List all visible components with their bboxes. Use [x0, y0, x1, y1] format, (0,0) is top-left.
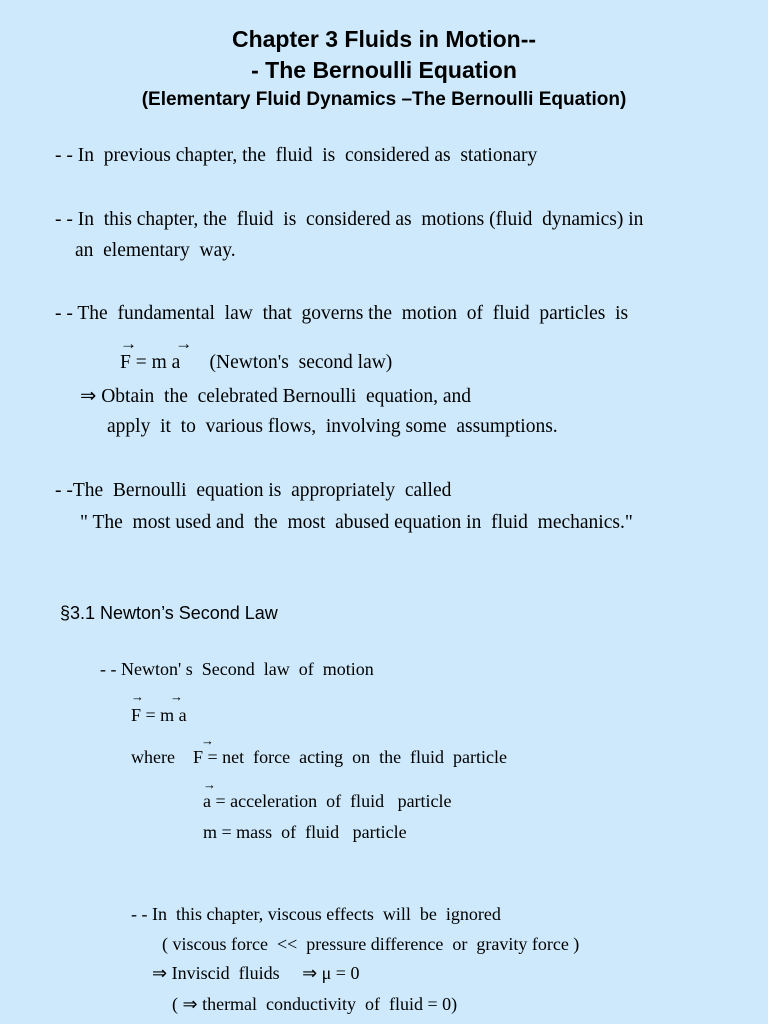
viscous-force-line: ( viscous force << pressure difference or gravity force )	[162, 934, 580, 954]
force-arrow: →	[201, 733, 214, 748]
intro-line-motion: - - In this chapter, the fluid is considered as motions (fluid dynamics) in	[55, 209, 644, 230]
thermal-conductivity-line: ( ⇒ thermal conductivity of fluid = 0)	[172, 994, 458, 1014]
intro-line-motion-cont: an elementary way.	[75, 240, 236, 261]
inviscid-fluids-line: ⇒ Inviscid fluids ⇒ μ = 0	[152, 963, 360, 983]
newton-equation-2: F = m a	[131, 705, 187, 725]
acceleration-definition: a = acceleration of fluid particle	[203, 791, 452, 811]
newton-law-line: - - Newton' s Second law of motion	[100, 659, 374, 679]
apply-flows-line: apply it to various flows, involving some assumptions.	[107, 416, 558, 437]
bernoulli-called-line: - -The Bernoulli equation is appropriately called	[55, 480, 452, 501]
force-definition: where F = net force acting on the fluid particle	[131, 747, 508, 767]
newton-equation: F = m a (Newton's second law)	[120, 352, 393, 373]
section-heading: §3.1 Newton’s Second Law	[60, 603, 278, 623]
obtain-bernoulli-line: ⇒ Obtain the celebrated Bernoulli equation, and	[80, 386, 472, 407]
page-title-line-2: - The Bernoulli Equation	[251, 57, 517, 83]
acceleration-arrow: →	[203, 777, 216, 792]
page-subtitle: (Elementary Fluid Dynamics –The Bernoulli Equation)	[141, 89, 627, 110]
mass-definition: m = mass of fluid particle	[203, 822, 407, 842]
viscous-ignored-line: - - In this chapter, viscous effects will be ignored	[131, 904, 501, 924]
intro-line-stationary: - - In previous chapter, the fluid is considered as stationary	[55, 145, 538, 166]
page-title-line-1: Chapter 3 Fluids in Motion--	[231, 26, 537, 52]
vector-arrows-2: → →	[131, 689, 183, 704]
bernoulli-quote-line: " The most used and the most abused equation in fluid mechanics."	[80, 512, 633, 533]
vector-arrows: → →	[120, 334, 193, 353]
intro-line-fundamental-law: - - The fundamental law that governs the motion of fluid particles is	[55, 303, 629, 324]
